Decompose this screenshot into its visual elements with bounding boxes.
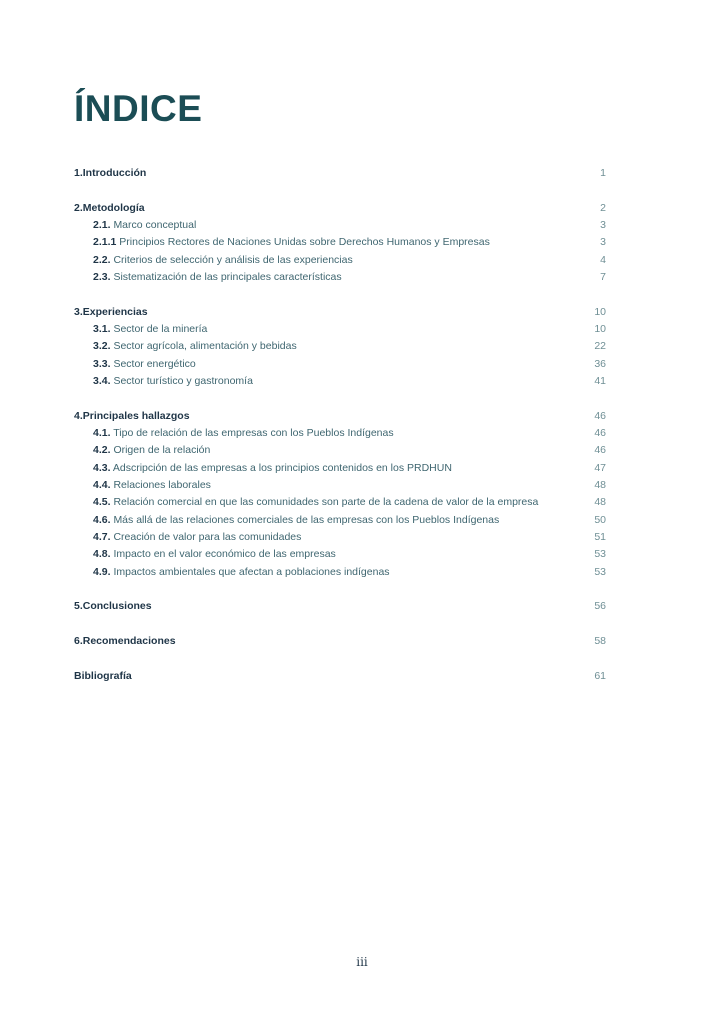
toc-subsection-text: Impactos ambientales que afectan a poblaciones indígenas bbox=[113, 565, 390, 578]
toc-subsection-number: 4.3. bbox=[93, 461, 111, 474]
toc-page-number: 10 bbox=[594, 323, 606, 336]
toc-subsection-number: 4.5. bbox=[93, 496, 111, 509]
toc-subsection-text: Sector agrícola, alimentación y bebidas bbox=[113, 340, 297, 353]
toc-subsection-row[interactable] bbox=[74, 323, 606, 338]
toc-subsection-number: 4.8. bbox=[93, 548, 111, 561]
toc-subsection-label bbox=[74, 254, 353, 266]
toc-page-number: 10 bbox=[594, 305, 606, 318]
toc-page-number: 50 bbox=[594, 513, 606, 526]
toc-subsection-row[interactable] bbox=[74, 254, 606, 269]
page-title: ÍNDICE bbox=[74, 88, 203, 129]
toc-subsection-text: Creación de valor para las comunidades bbox=[113, 530, 302, 543]
toc-subsection-label bbox=[74, 219, 196, 231]
toc-subsection-label bbox=[74, 427, 394, 439]
toc-subsection-number: 3.1. bbox=[93, 323, 111, 336]
toc-subsection-text: Relaciones laborales bbox=[113, 479, 211, 491]
toc-subsection-text: Sector energético bbox=[113, 357, 196, 370]
toc-subsection-row[interactable] bbox=[74, 444, 606, 459]
page-number-footer: iii bbox=[356, 955, 368, 969]
toc-subsection-row[interactable] bbox=[74, 531, 606, 546]
toc-subsection-row[interactable] bbox=[74, 514, 606, 529]
toc-subsection-number: 3.4. bbox=[93, 375, 111, 387]
toc-page-number: 53 bbox=[594, 565, 606, 578]
toc-section-label: 2.Metodología bbox=[74, 201, 145, 214]
toc-page-number: 41 bbox=[594, 375, 606, 387]
toc-subsection-label bbox=[74, 444, 210, 456]
toc-subsection-text: Origen de la relación bbox=[113, 444, 211, 457]
toc-page-number: 47 bbox=[594, 461, 606, 474]
toc-subsection-row[interactable] bbox=[74, 548, 606, 563]
toc-subsection-number: 2.1.1 bbox=[93, 236, 117, 249]
toc-section-label: 5.Conclusiones bbox=[74, 600, 152, 613]
toc-subsection-row[interactable] bbox=[74, 566, 606, 581]
toc-subsection-row[interactable] bbox=[74, 236, 606, 251]
toc-subsection-row[interactable] bbox=[74, 479, 606, 494]
toc-page-number: 7 bbox=[600, 271, 606, 283]
toc-page-number: 46 bbox=[594, 409, 606, 422]
toc-page-number: 46 bbox=[594, 427, 606, 440]
toc-subsection-text: Principios Rectores de Naciones Unidas sobre Derechos Humanos y Empresas bbox=[119, 236, 490, 249]
toc-subsection-label bbox=[74, 514, 499, 526]
toc-section-row[interactable] bbox=[74, 202, 606, 217]
toc-subsection-number: 2.3. bbox=[93, 271, 111, 283]
toc-subsection-text: Criterios de selección y análisis de las experiencias bbox=[113, 253, 353, 266]
toc-subsection-number: 4.9. bbox=[93, 565, 111, 578]
toc-page-number: 2 bbox=[600, 201, 606, 214]
toc-subsection-text: Más allá de las relaciones comerciales de las empresas con los Pueblos Indígenas bbox=[113, 513, 500, 526]
toc-subsection-number: 2.2. bbox=[93, 253, 111, 266]
toc-subsection-text: Adscripción de las empresas a los principios contenidos en los PRDHUN bbox=[112, 461, 452, 474]
toc-subsection-row[interactable] bbox=[74, 219, 606, 234]
toc-page-number: 22 bbox=[594, 340, 606, 353]
toc-subsection-label bbox=[74, 340, 297, 352]
toc-page-number: 48 bbox=[594, 496, 606, 509]
toc-section-row[interactable] bbox=[74, 410, 606, 425]
toc-page-number: 4 bbox=[600, 253, 606, 266]
toc-subsection-number: 3.2. bbox=[93, 340, 111, 353]
toc-subsection-row[interactable] bbox=[74, 340, 606, 355]
toc-subsection-number: 4.4. bbox=[93, 479, 111, 491]
toc-subsection-label bbox=[74, 358, 196, 370]
toc-section-row[interactable] bbox=[74, 600, 606, 615]
toc-subsection-label bbox=[74, 236, 490, 248]
toc-section-label: 4.Principales hallazgos bbox=[74, 409, 190, 422]
toc-page-number: 3 bbox=[600, 219, 606, 232]
toc-subsection-number: 4.1. bbox=[93, 427, 111, 440]
toc-subsection-label bbox=[74, 479, 211, 491]
toc-subsection-label bbox=[74, 531, 301, 543]
toc-subsection-number: 4.7. bbox=[93, 530, 111, 543]
toc-page-number: 3 bbox=[600, 236, 606, 249]
toc-page-number: 58 bbox=[594, 635, 606, 648]
toc-subsection-row[interactable] bbox=[74, 358, 606, 373]
toc-subsection-label bbox=[74, 548, 336, 560]
toc-subsection-label bbox=[74, 323, 207, 335]
toc-subsection-number: 4.6. bbox=[93, 513, 111, 526]
toc-section-label: 6.Recomendaciones bbox=[74, 635, 176, 648]
toc-subsection-label bbox=[74, 271, 342, 283]
toc-section-row[interactable] bbox=[74, 167, 606, 182]
toc-subsection-text: Sistematización de las principales características bbox=[113, 271, 342, 283]
toc-page-number: 1 bbox=[600, 167, 606, 179]
toc-subsection-text: Impacto en el valor económico de las empresas bbox=[113, 548, 336, 561]
toc-subsection-row[interactable] bbox=[74, 375, 606, 390]
toc-page-number: 61 bbox=[594, 669, 606, 682]
toc-page-number: 48 bbox=[594, 479, 606, 491]
toc-section-label: 1.Introducción bbox=[74, 167, 147, 179]
toc-subsection-number: 2.1. bbox=[93, 219, 111, 232]
toc-section-label: Bibliografía bbox=[74, 669, 132, 682]
toc-subsection-number: 3.3. bbox=[93, 357, 111, 370]
toc-subsection-text: Sector turístico y gastronomía bbox=[113, 375, 253, 387]
toc-subsection-row[interactable] bbox=[74, 462, 606, 477]
toc-page-number: 56 bbox=[594, 600, 606, 613]
toc-section-label: 3.Experiencias bbox=[74, 305, 148, 318]
toc-subsection-label bbox=[74, 566, 390, 578]
toc-section-row[interactable] bbox=[74, 635, 606, 650]
toc-subsection-row[interactable] bbox=[74, 496, 606, 511]
toc-subsection-text: Tipo de relación de las empresas con los Pueblos Indígenas bbox=[113, 427, 394, 440]
toc-subsection-label bbox=[74, 462, 452, 474]
toc-page-number: 51 bbox=[594, 530, 606, 543]
toc-page-number: 36 bbox=[594, 357, 606, 370]
toc-section-row[interactable] bbox=[74, 306, 606, 321]
toc-subsection-row[interactable] bbox=[74, 271, 606, 286]
toc-subsection-label bbox=[74, 496, 538, 508]
toc-page-number: 53 bbox=[594, 548, 606, 561]
toc-subsection-text: Marco conceptual bbox=[113, 219, 197, 232]
toc-page-number: 46 bbox=[594, 444, 606, 457]
toc-subsection-label bbox=[74, 375, 253, 387]
toc-section-row[interactable] bbox=[74, 670, 606, 685]
toc-subsection-row[interactable] bbox=[74, 427, 606, 442]
toc-subsection-text: Relación comercial en que las comunidades son parte de la cadena de valor de la empresa bbox=[113, 496, 539, 509]
toc-subsection-number: 4.2. bbox=[93, 444, 111, 457]
toc-subsection-text: Sector de la minería bbox=[113, 323, 208, 336]
